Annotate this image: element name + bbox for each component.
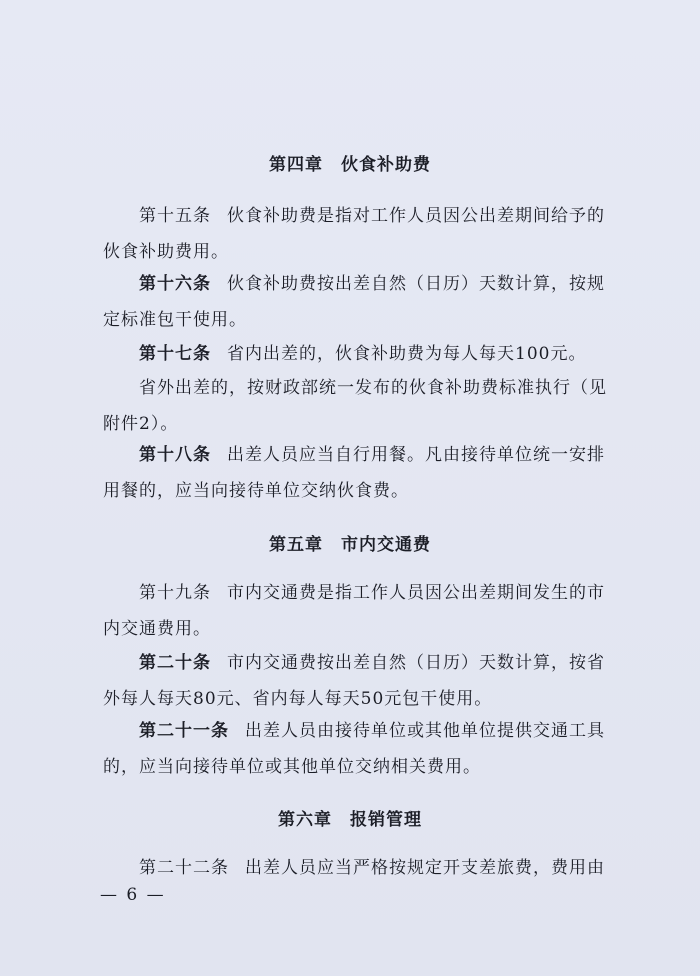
article-label: 第十九条 [139, 583, 211, 603]
page-number: — 6 — [100, 885, 166, 905]
chapter-number: 第四章 [269, 155, 323, 175]
article-label: 第十五条 [139, 206, 211, 226]
article-15 [103, 198, 615, 270]
article-17-continuation [103, 370, 615, 442]
article-text: 出差人员应当严格按规定开支差旅费，费用由 [245, 858, 605, 878]
chapter-title: 伙食补助费 [341, 155, 431, 175]
article-18 [103, 437, 615, 509]
article-text: 省外出差的，按财政部统一发布的伙食补助费标准执行（见附件2）。 [103, 378, 607, 434]
article-label: 第十六条 [139, 274, 211, 294]
article-text: 伙食补助费按出差自然（日历）天数计算，按规定标准包干使用。 [103, 274, 605, 330]
chapter-title: 报销管理 [350, 810, 422, 830]
article-17 [103, 336, 615, 372]
article-text: 伙食补助费是指对工作人员因公出差期间给予的伙食补助费用。 [103, 206, 605, 262]
chapter-title: 市内交通费 [341, 535, 431, 555]
article-text: 出差人员由接待单位或其他单位提供交通工具的，应当向接待单位或其他单位交纳相关费用。 [103, 721, 605, 777]
chapter-number: 第五章 [269, 535, 323, 555]
article-19 [103, 575, 615, 647]
chapter-6-heading [0, 805, 700, 830]
article-text: 出差人员应当自行用餐。凡由接待单位统一安排用餐的，应当向接待单位交纳伙食费。 [103, 445, 605, 501]
chapter-5-heading [0, 530, 700, 555]
article-label: 第十七条 [139, 344, 211, 364]
article-21 [103, 713, 615, 785]
article-16 [103, 266, 615, 338]
article-label: 第十八条 [139, 445, 211, 465]
article-text: 市内交通费按出差自然（日历）天数计算，按省外每人每天80元、省内每人每天50元包干使用。 [103, 653, 605, 709]
chapter-number: 第六章 [278, 810, 332, 830]
article-22 [103, 850, 615, 886]
article-label: 第二十条 [139, 653, 211, 673]
article-label: 第二十一条 [139, 721, 229, 741]
article-20 [103, 645, 615, 717]
article-text: 省内出差的，伙食补助费为每人每天100元。 [227, 344, 587, 364]
article-text: 市内交通费是指工作人员因公出差期间发生的市内交通费用。 [103, 583, 605, 639]
article-label: 第二十二条 [139, 858, 229, 878]
chapter-4-heading [0, 150, 700, 175]
